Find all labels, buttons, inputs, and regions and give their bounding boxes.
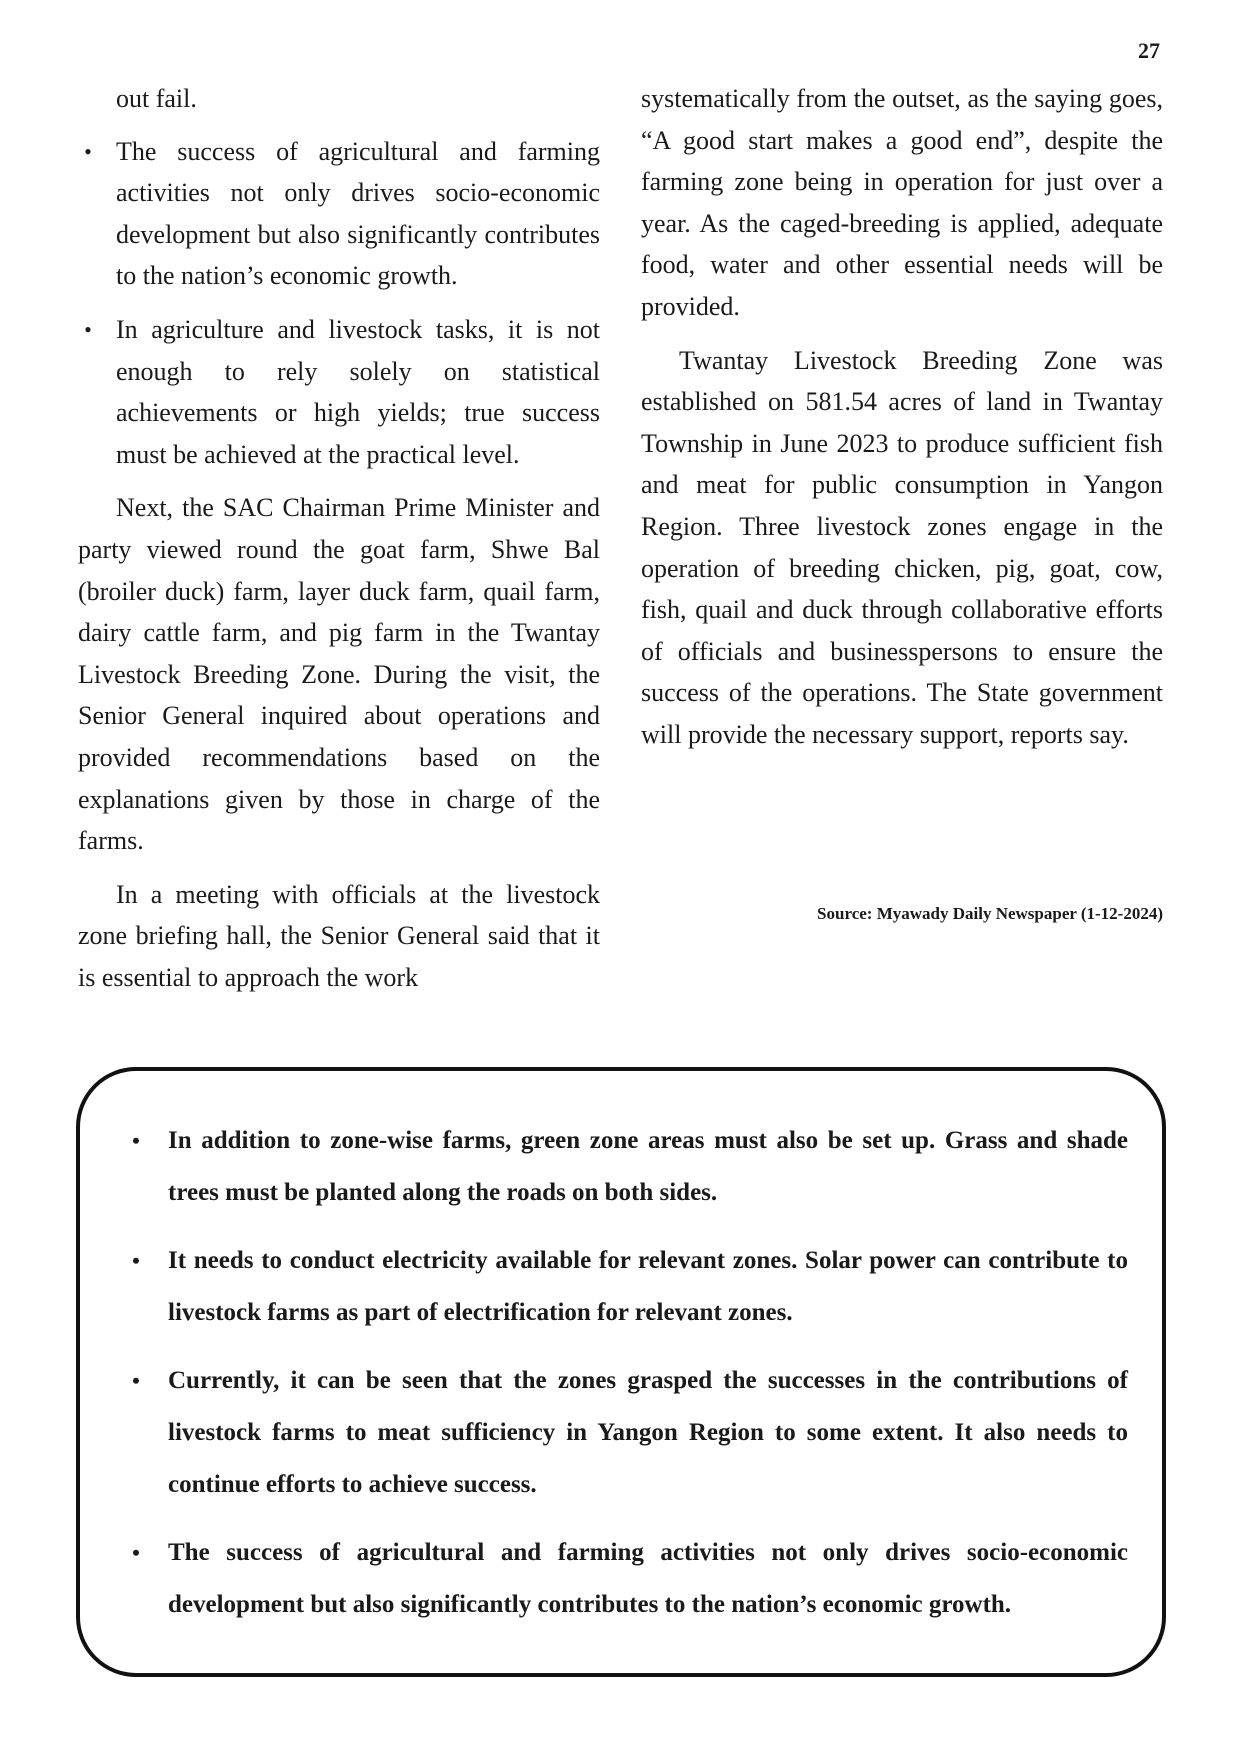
bullet-icon: • xyxy=(132,1128,140,1153)
list-item-text: The success of agricultural and farming activities not only drives socio-economic development but also significantly contributes to the nation’s economic growth. xyxy=(168,1539,1128,1618)
paragraph: Next, the SAC Chairman Prime Minister and party viewed round the goat farm, Shwe Bal (broiler duck) farm, layer duck farm, quail farm, dairy cattle farm, and pig farm in the Twantay Livestock Breeding Zone. During the visit, the Senior General inquired about operations and provided recommendations based on the explanations given by those in charge of the farms. xyxy=(78,493,600,856)
callout-bullet-list xyxy=(132,1115,1128,1631)
page-number: 27 xyxy=(1138,38,1160,63)
summary-callout-box xyxy=(76,1067,1166,1677)
bullet-icon: • xyxy=(84,138,92,164)
list-item xyxy=(132,1235,1128,1339)
list-item-text: The success of agricultural and farming activities not only drives socio-economic development but also significantly contributes to the nation’s economic growth. xyxy=(116,136,600,291)
source-citation: Source: Myawady Daily Newspaper (1-12-2024) xyxy=(817,904,1163,923)
paragraph: systematically from the outset, as the saying goes, “A good start makes a good end”, despite the farming zone being in operation for just over a year. As the caged-breeding is applied, adequate food, water and other essential needs will be provided. xyxy=(641,84,1163,321)
bullet-icon: • xyxy=(132,1540,140,1565)
left-column xyxy=(78,78,600,1010)
paragraph: In a meeting with officials at the livestock zone briefing hall, the Senior General said that it is essential to approach the work xyxy=(78,879,600,992)
list-item xyxy=(78,131,600,297)
bullet-icon: • xyxy=(132,1368,140,1393)
list-item xyxy=(78,309,600,475)
list-item xyxy=(132,1355,1128,1511)
paragraph: Twantay Livestock Breeding Zone was established on 581.54 acres of land in Twantay Township in June 2023 to produce sufficient fish and meat for public consumption in Yangon Region. Three livestock zones engage in the operation of breeding chicken, pig, goat, cow, fish, quail and duck through collaborative efforts of officials and businesspersons to ensure the success of the operations. The State government will provide the necessary support, reports say. xyxy=(641,345,1163,749)
list-item-text: In addition to zone-wise farms, green zone areas must also be set up. Grass and shade trees must be planted along the roads on both sides. xyxy=(168,1127,1128,1206)
list-item-text: In agriculture and livestock tasks, it is not enough to rely solely on statistical achievements or high yields; true success must be achieved at the practical level. xyxy=(116,314,600,469)
list-item xyxy=(132,1115,1128,1219)
list-item-text: It needs to conduct electricity available for relevant zones. Solar power can contribute to livestock farms as part of electrification for relevant zones. xyxy=(168,1247,1128,1326)
continued-text: out fail. xyxy=(116,84,197,113)
bullet-icon: • xyxy=(84,316,92,342)
left-bullet-list xyxy=(78,131,600,476)
right-column xyxy=(641,78,1163,768)
list-item xyxy=(132,1527,1128,1631)
list-item-text: Currently, it can be seen that the zones grasped the successes in the contributions of livestock farms to meat sufficiency in Yangon Region to some extent. It also needs to continue efforts to achieve success. xyxy=(168,1367,1128,1498)
bullet-icon: • xyxy=(132,1248,140,1273)
